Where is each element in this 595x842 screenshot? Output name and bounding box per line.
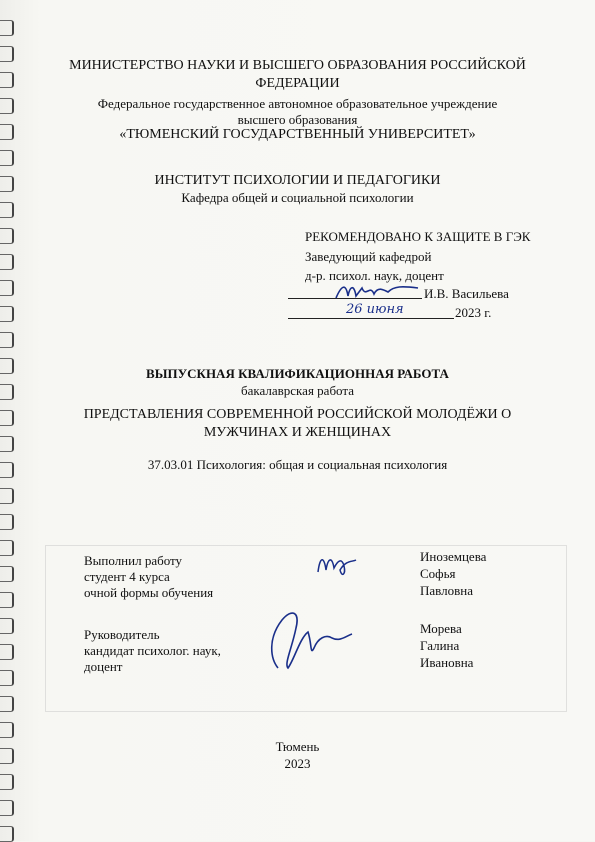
year: 2023: [284, 756, 311, 771]
binding-ring: [0, 592, 14, 608]
specialty: 37.03.01 Психология: общая и социальная психология: [147, 457, 448, 472]
head-name: И.В. Васильева: [424, 286, 509, 301]
institute-name: ИНСТИТУТ ПСИХОЛОГИИ И ПЕДАГОГИКИ: [154, 173, 441, 188]
department-name: Кафедра общей и социальной психологии: [181, 190, 414, 205]
supervisor-label-2: кандидат психолог. наук,: [84, 643, 221, 658]
binding-ring: [0, 800, 14, 816]
head-title: Заведующий кафедрой: [305, 249, 432, 264]
city: Тюмень: [275, 739, 320, 754]
binding-ring: [0, 150, 14, 166]
supervisor-label-3: доцент: [84, 659, 123, 674]
binding-ring: [0, 228, 14, 244]
supervisor-signature: [248, 598, 358, 678]
binding-ring: [0, 566, 14, 582]
work-title-line-1: ПРЕДСТАВЛЕНИЯ СОВРЕМЕННОЙ РОССИЙСКОЙ МОЛОДЁЖИ О: [83, 407, 512, 422]
binding-ring: [0, 644, 14, 660]
supervisor-name: Галина: [420, 638, 460, 653]
institution-line-1: Федеральное государственное автономное образовательное учреждение: [97, 96, 498, 111]
binding-ring: [0, 280, 14, 296]
author-surname: Иноземцева: [420, 549, 487, 564]
institution-line-2: высшего образования: [237, 112, 358, 127]
work-level: бакалаврская работа: [241, 383, 354, 398]
approval-year: 2023 г.: [455, 305, 492, 320]
binding-ring: [0, 20, 14, 36]
head-signature: [332, 280, 422, 304]
author-patronymic: Павловна: [420, 583, 473, 598]
author-label-3: очной формы обучения: [84, 585, 214, 600]
binding-ring: [0, 254, 14, 270]
binding-ring: [0, 488, 14, 504]
date-line: [288, 318, 454, 319]
binding-ring: [0, 332, 14, 348]
supervisor-patronymic: Ивановна: [420, 655, 474, 670]
author-label-1: Выполнил работу: [84, 553, 183, 568]
recommended-label: РЕКОМЕНДОВАНО К ЗАЩИТЕ В ГЭК: [305, 229, 531, 244]
handwritten-date: 26 июня: [346, 302, 404, 317]
binding-ring: [0, 696, 14, 712]
binding-ring: [0, 774, 14, 790]
binding-ring: [0, 514, 14, 530]
supervisor-label-1: Руководитель: [84, 627, 160, 642]
binding-ring: [0, 306, 14, 322]
author-name: Софья: [420, 566, 456, 581]
work-type: ВЫПУСКНАЯ КВАЛИФИКАЦИОННАЯ РАБОТА: [146, 366, 449, 381]
ministry-line-1: МИНИСТЕРСТВО НАУКИ И ВЫСШЕГО ОБРАЗОВАНИЯ РОССИЙСКОЙ: [69, 58, 526, 73]
binding-ring: [0, 670, 14, 686]
supervisor-surname: Морева: [420, 621, 462, 636]
ministry-line-2: ФЕДЕРАЦИИ: [255, 76, 340, 91]
binding-ring: [0, 826, 14, 842]
author-signature: [312, 550, 358, 580]
author-label-2: студент 4 курса: [84, 569, 170, 584]
head-degree: д-р. психол. наук, доцент: [305, 268, 444, 283]
binding-ring: [0, 540, 14, 556]
university-name: «ТЮМЕНСКИЙ ГОСУДАРСТВЕННЫЙ УНИВЕРСИТЕТ»: [119, 127, 476, 142]
work-title-line-2: МУЖЧИНАХ И ЖЕНЩИНАХ: [203, 425, 392, 440]
binding-ring: [0, 722, 14, 738]
binding-ring: [0, 618, 14, 634]
